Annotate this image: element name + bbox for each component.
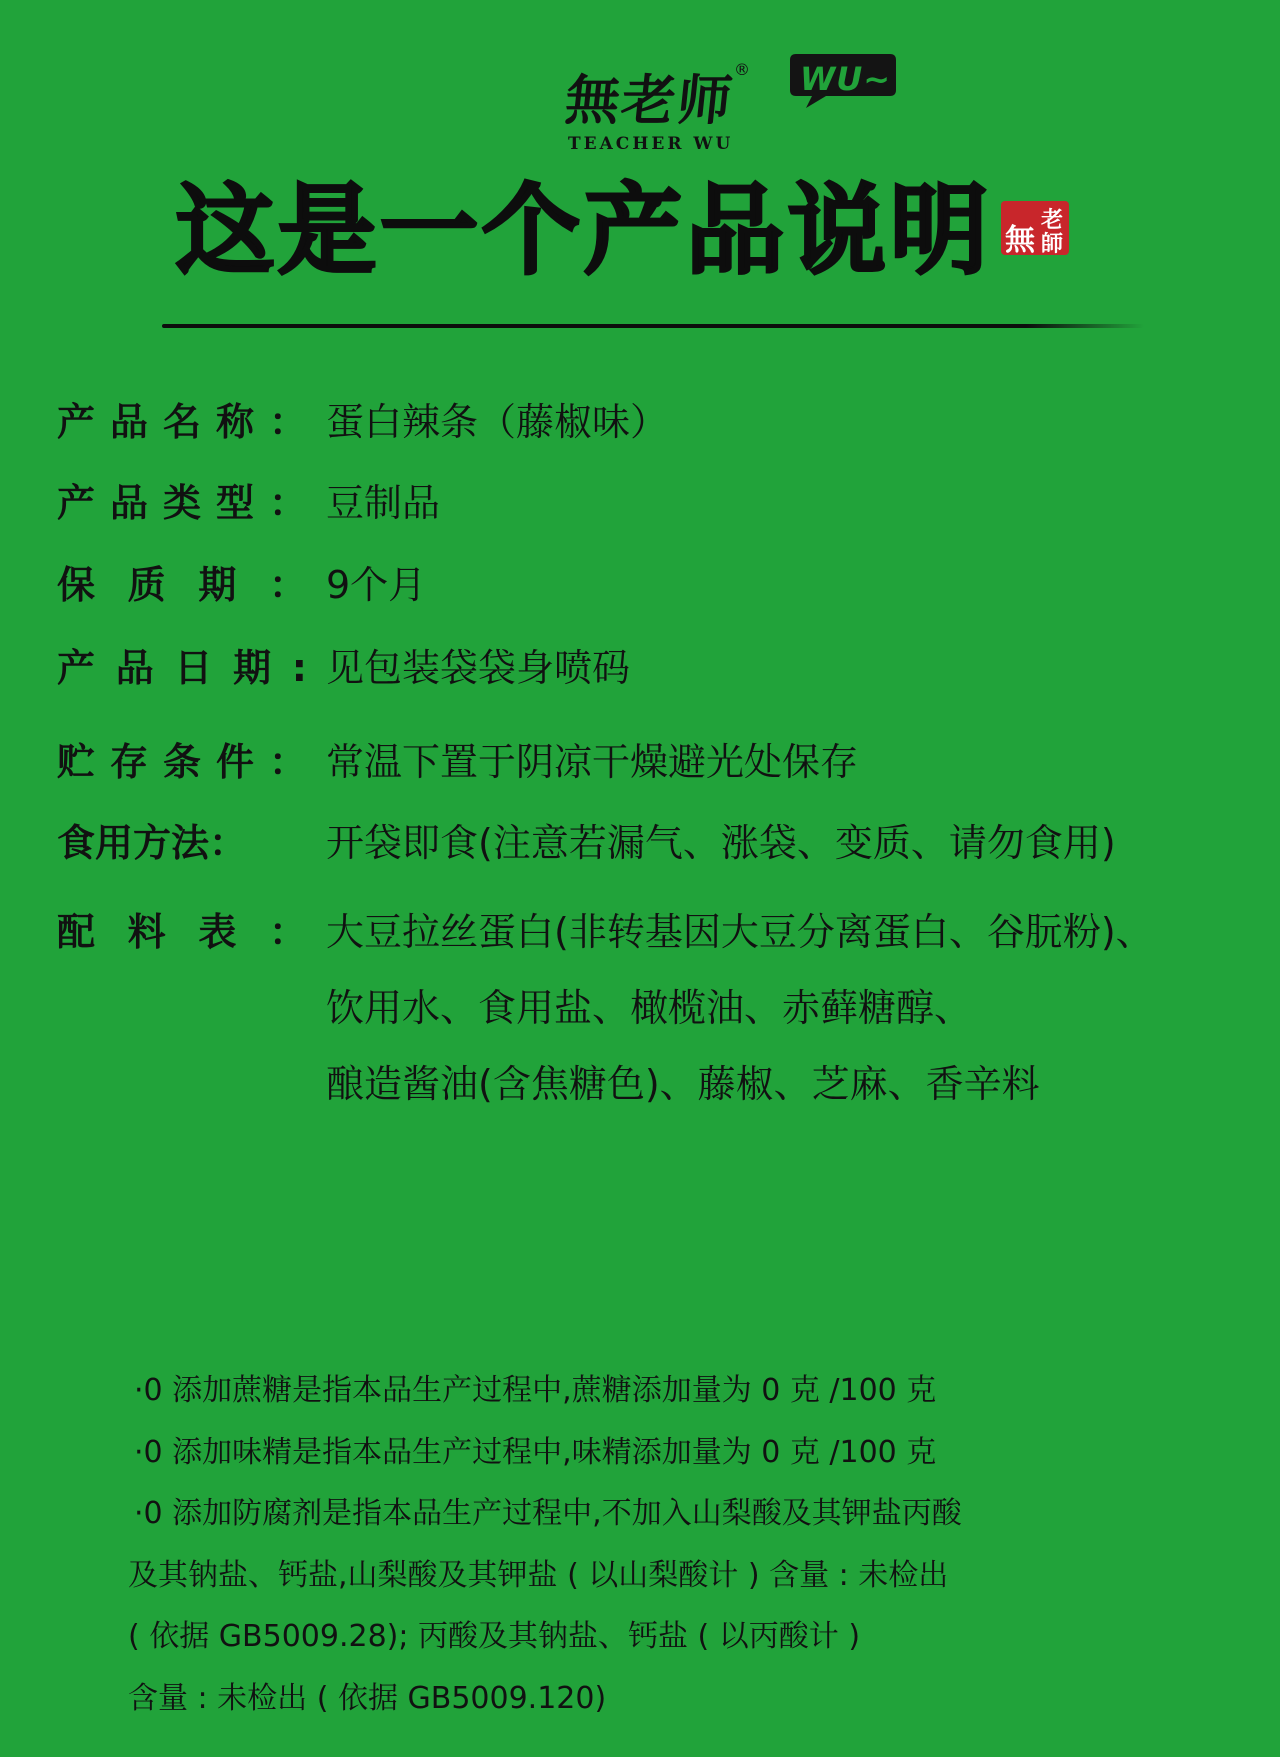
footnote-line: ·0 添加味精是指本品生产过程中,味精添加量为 0 克 /100 克 [134,1434,937,1470]
footnote-line: 及其钠盐、钙盐,山梨酸及其钾盐 ( 以山梨酸计 ) 含量 : 未检出 [128,1557,949,1593]
spec-value: 常温下置于阴凉干燥避光处保存 [326,740,859,784]
bubble-text: WU~ [800,60,892,98]
seal-char: 師 [1041,231,1064,257]
spec-label: 贮 存 条 件 ： [57,740,307,784]
spec-value: 见包装袋袋身喷码 [326,646,631,690]
spec-value: 蛋白辣条（藤椒味） [326,400,669,444]
spec-value: 9个月 [326,563,427,607]
spec-value: 开袋即食(注意若漏气、涨袋、变质、请勿食用) [326,821,1116,865]
footnotes [128,1360,1228,1729]
registered-mark: ® [734,60,750,79]
brand-name-cn: 無老师 [562,68,737,132]
spec-label: 配 料 表 ： [57,910,307,954]
brand-name-en: TEACHER WU [568,134,734,154]
seal-stamp [1001,201,1069,258]
spec-label: 保 质 期 ： [57,563,307,607]
ingredients-list [326,894,1154,1122]
spec-label: 产 品 名 称 ： [57,400,307,444]
spec-label: 产 品 类 型 ： [57,481,307,525]
ingredient-line: 酿造酱油(含焦糖色)、藤椒、芝麻、香辛料 [326,1062,1040,1106]
footnote-line: ·0 添加防腐剂是指本品生产过程中,不加入山梨酸及其钾盐丙酸 [134,1496,962,1531]
seal-char: 無 [1005,223,1035,258]
spec-label: 食用方法： [57,821,248,865]
footnote-line: ( 依据 GB5009.28); 丙酸及其钠盐、钙盐 ( 以丙酸计 ) [128,1619,861,1654]
footnote-line: ·0 添加蔗糖是指本品生产过程中,蔗糖添加量为 0 克 /100 克 [134,1373,937,1408]
title-divider [162,324,1144,328]
ingredient-line: 大豆拉丝蛋白(非转基因大豆分离蛋白、谷朊粉)、 [326,910,1154,954]
speech-bubble-logo [786,50,898,112]
footnote-line: 含量 : 未检出 ( 依据 GB5009.120) [128,1680,607,1716]
page-title: 这是一个产品说明 [176,174,993,288]
seal-char: 老 [1041,207,1064,233]
spec-label: 产 品 日 期 : [57,646,307,690]
brand-logo [562,52,766,162]
ingredient-line: 饮用水、食用盐、橄榄油、赤藓糖醇、 [326,986,973,1030]
spec-value: 豆制品 [326,481,441,525]
